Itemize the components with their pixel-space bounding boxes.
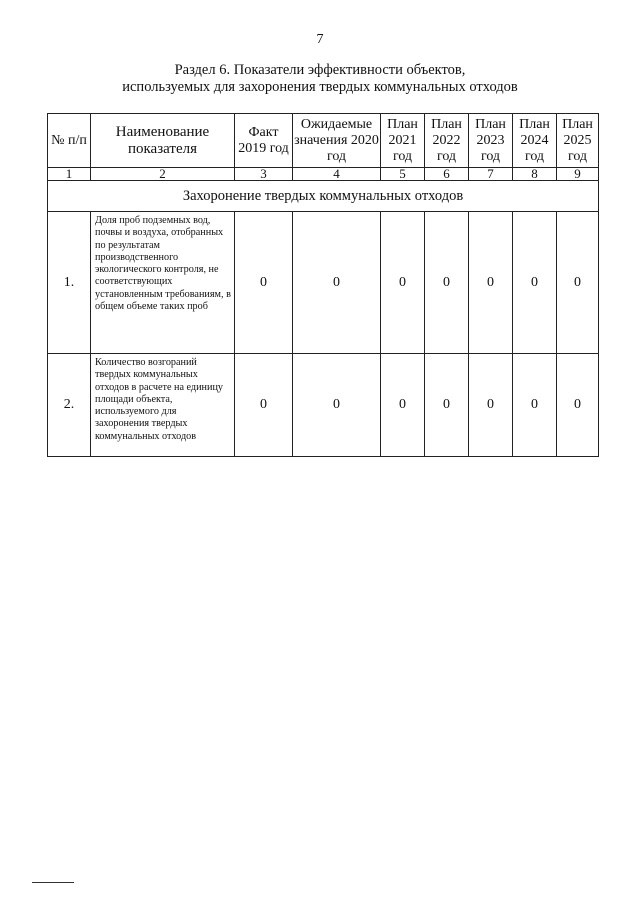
footer-divider	[32, 882, 74, 883]
header-col-plan-2022: План 2022 год	[425, 114, 469, 168]
section-title	[40, 62, 600, 96]
header-col-fact-2019: Факт 2019 год	[235, 114, 293, 168]
value-cell: 0	[235, 354, 293, 457]
value-cell: 0	[513, 354, 557, 457]
header-col-expected-2020: Ожидаемые значения 2020 год	[293, 114, 381, 168]
column-number: 7	[469, 168, 513, 181]
value-cell: 0	[425, 354, 469, 457]
column-number-row	[48, 168, 599, 181]
column-number: 2	[91, 168, 235, 181]
indicator-name: Доля проб подземных вод, почвы и воздуха, отобранных по результатам производственного экологического контроля, не соответствующих установленным требованиям, в общем объеме таких проб	[91, 212, 235, 354]
header-col-name: Наименование показателя	[91, 114, 235, 168]
column-number: 3	[235, 168, 293, 181]
header-col-plan-2021: План 2021 год	[381, 114, 425, 168]
section-header: Захоронение твердых коммунальных отходов	[48, 181, 599, 212]
row-number: 2.	[48, 354, 91, 457]
column-number: 1	[48, 168, 91, 181]
section-title-line-2: используемых для захоронения твердых коммунальных отходов	[122, 79, 518, 95]
value-cell: 0	[469, 354, 513, 457]
value-cell: 0	[469, 212, 513, 354]
indicators-table	[47, 113, 599, 457]
indicator-name: Количество возгораний твердых коммунальных отходов в расчете на единицу площади объекта, используемого для захоронения твердых коммунальных отходов	[91, 354, 235, 457]
column-number: 4	[293, 168, 381, 181]
header-col-plan-2025: План 2025 год	[557, 114, 599, 168]
header-col-plan-2023: План 2023 год	[469, 114, 513, 168]
value-cell: 0	[425, 212, 469, 354]
value-cell: 0	[235, 212, 293, 354]
section-title-line-1: Раздел 6. Показатели эффективности объектов,	[174, 62, 466, 78]
value-cell: 0	[293, 212, 381, 354]
table-row	[48, 354, 599, 457]
value-cell: 0	[557, 354, 599, 457]
column-number: 8	[513, 168, 557, 181]
table-row	[48, 212, 599, 354]
value-cell: 0	[293, 354, 381, 457]
value-cell: 0	[381, 212, 425, 354]
column-number: 6	[425, 168, 469, 181]
value-cell: 0	[513, 212, 557, 354]
row-number: 1.	[48, 212, 91, 354]
table-header-row	[48, 114, 599, 168]
column-number: 5	[381, 168, 425, 181]
value-cell: 0	[557, 212, 599, 354]
page-number: 7	[316, 32, 324, 47]
header-col-number: № п/п	[48, 114, 91, 168]
column-number: 9	[557, 168, 599, 181]
section-header-row	[48, 181, 599, 212]
header-col-plan-2024: План 2024 год	[513, 114, 557, 168]
value-cell: 0	[381, 354, 425, 457]
